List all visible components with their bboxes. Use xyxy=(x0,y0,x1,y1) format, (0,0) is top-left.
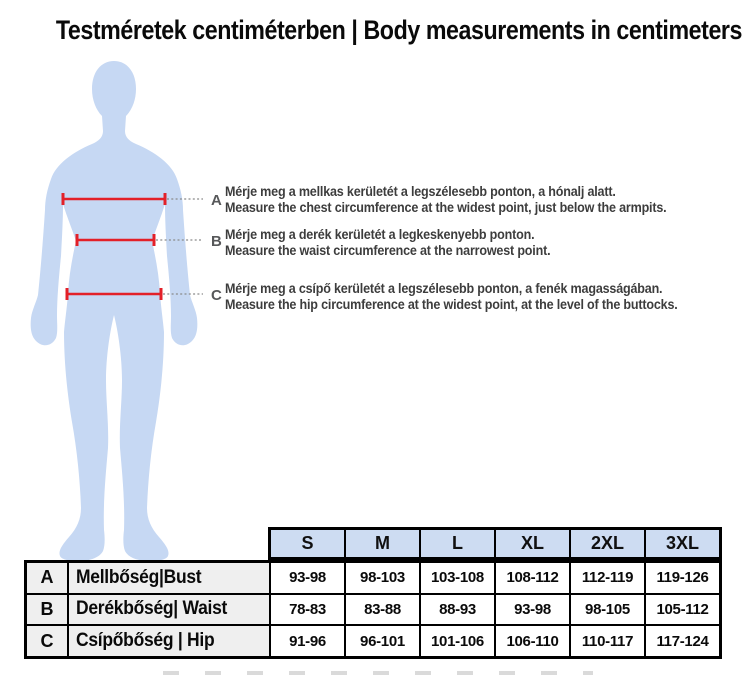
measurement-note-a xyxy=(225,184,666,215)
size-value-cell: 119-126 xyxy=(646,563,719,593)
cropped-text-fragment xyxy=(163,671,593,675)
measurement-note-c xyxy=(225,281,678,312)
note-a-english: Measure the chest circumference at the widest point, just below the armpits. xyxy=(225,199,667,215)
measurement-label-cell xyxy=(69,626,269,656)
note-c-hungarian: Mérje meg a csípő kerületét a legszélesebb ponton, a fenék magasságában. xyxy=(225,281,663,296)
size-value-cell: 98-105 xyxy=(571,595,644,625)
size-header-cell-3xl: 3XL xyxy=(646,530,719,557)
row-key-cell: C xyxy=(27,626,67,656)
size-value-cell: 91-96 xyxy=(271,626,344,656)
size-header-cell-s: S xyxy=(271,530,344,557)
size-value-cell: 106-110 xyxy=(496,626,569,656)
size-value-cell: 83-88 xyxy=(346,595,419,625)
size-value-cell: 93-98 xyxy=(496,595,569,625)
row-key-cell: B xyxy=(27,595,67,625)
size-header-cell-xl: XL xyxy=(496,530,569,557)
measure-label-c: C xyxy=(211,287,222,304)
size-value-cell: 88-93 xyxy=(421,595,494,625)
size-value-cell: 93-98 xyxy=(271,563,344,593)
measurement-note-b xyxy=(225,227,550,258)
measure-label-b: B xyxy=(211,233,222,250)
note-a-hungarian: Mérje meg a mellkas kerületét a legszélesebb ponton, a hónalj alatt. xyxy=(225,184,616,199)
size-header-row xyxy=(268,527,722,560)
measurement-label-text: Csípőbőség | Hip xyxy=(76,630,215,652)
size-value-cell: 78-83 xyxy=(271,595,344,625)
size-value-cell: 96-101 xyxy=(346,626,419,656)
size-value-cell: 103-108 xyxy=(421,563,494,593)
size-value-cell: 112-119 xyxy=(571,563,644,593)
measurement-label-cell xyxy=(69,563,269,593)
measurement-label-text: Mellbőség|Bust xyxy=(76,566,202,588)
size-value-cell: 101-106 xyxy=(421,626,494,656)
measurement-table xyxy=(24,560,722,659)
page-title: Testméretek centiméterben | Body measurements in centimeters xyxy=(55,15,742,45)
measurement-label-text: Derékbőség| Waist xyxy=(76,598,228,620)
measurement-label-cell xyxy=(69,595,269,625)
measure-label-a: A xyxy=(211,192,222,209)
size-value-cell: 117-124 xyxy=(646,626,719,656)
row-key-cell: A xyxy=(27,563,67,593)
size-value-cell: 105-112 xyxy=(646,595,719,625)
size-header-cell-l: L xyxy=(421,530,494,557)
size-header-cell-m: M xyxy=(346,530,419,557)
body-silhouette xyxy=(31,61,198,561)
note-c-english: Measure the hip circumference at the widest point, at the level of the buttocks. xyxy=(225,296,678,312)
size-header-cell-2xl: 2XL xyxy=(571,530,644,557)
size-value-cell: 108-112 xyxy=(496,563,569,593)
size-value-cell: 98-103 xyxy=(346,563,419,593)
note-b-english: Measure the waist circumference at the narrowest point. xyxy=(225,242,551,258)
note-b-hungarian: Mérje meg a derék kerületét a legkeskenyebb ponton. xyxy=(225,227,535,242)
size-value-cell: 110-117 xyxy=(571,626,644,656)
